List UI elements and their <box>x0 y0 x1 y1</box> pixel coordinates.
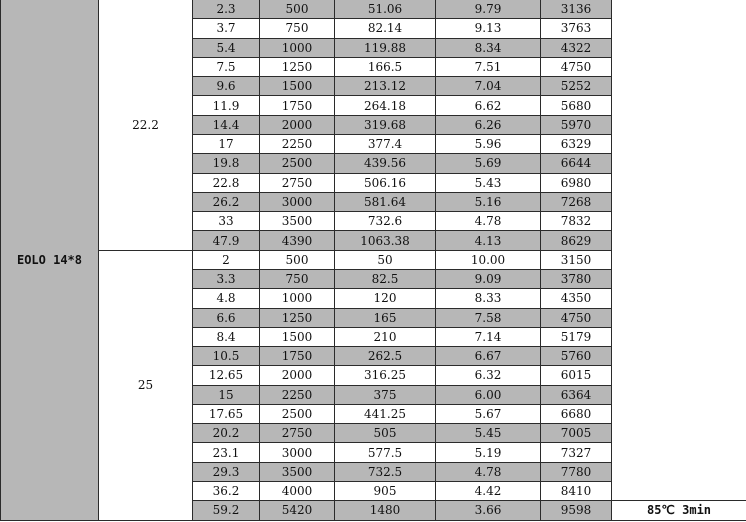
table-cell: 375 <box>335 385 436 404</box>
table-cell: 9.79 <box>436 0 541 19</box>
table-cell: 2000 <box>260 115 335 134</box>
table-cell: 732.6 <box>335 212 436 231</box>
table-cell: 8410 <box>541 482 612 501</box>
table-cell: 5.19 <box>436 443 541 462</box>
table-cell: 3500 <box>260 462 335 481</box>
table-cell: 213.12 <box>335 77 436 96</box>
table-cell: 316.25 <box>335 366 436 385</box>
table-cell: 4000 <box>260 482 335 501</box>
table-cell: 5.45 <box>436 424 541 443</box>
table-cell: 15 <box>193 385 260 404</box>
table-cell: 319.68 <box>335 115 436 134</box>
table-cell: 5.4 <box>193 38 260 57</box>
table-cell: 4750 <box>541 308 612 327</box>
table-cell: 3500 <box>260 212 335 231</box>
table-cell: 19.8 <box>193 154 260 173</box>
table-cell: 6.6 <box>193 308 260 327</box>
table-cell: 8.33 <box>436 289 541 308</box>
table-cell: 5.69 <box>436 154 541 173</box>
group-label: 22.2 <box>99 0 193 250</box>
table-cell: 2000 <box>260 366 335 385</box>
table-cell: 36.2 <box>193 482 260 501</box>
table-cell: 581.64 <box>335 192 436 211</box>
table-cell: 5.67 <box>436 404 541 423</box>
table-cell: 6644 <box>541 154 612 173</box>
table-cell: 4750 <box>541 57 612 76</box>
table-cell: 7.5 <box>193 57 260 76</box>
table-cell: 441.25 <box>335 404 436 423</box>
table-cell: 1250 <box>260 308 335 327</box>
table-cell: 1500 <box>260 77 335 96</box>
table-cell: 82.14 <box>335 19 436 38</box>
table-cell: 82.5 <box>335 269 436 288</box>
table-cell: 6.26 <box>436 115 541 134</box>
table-cell: 6.62 <box>436 96 541 115</box>
table-cell: 6364 <box>541 385 612 404</box>
table-cell: 3.66 <box>436 501 541 520</box>
table-cell: 2 <box>193 250 260 269</box>
table-cell: 506.16 <box>335 173 436 192</box>
table-cell: 750 <box>260 19 335 38</box>
table-cell: 2250 <box>260 385 335 404</box>
table-cell: 500 <box>260 250 335 269</box>
table-cell: 33 <box>193 212 260 231</box>
table-cell: 5252 <box>541 77 612 96</box>
table-cell: 439.56 <box>335 154 436 173</box>
table-cell: 4.78 <box>436 462 541 481</box>
table-cell: 6.32 <box>436 366 541 385</box>
table-cell: 7.14 <box>436 327 541 346</box>
table-cell: 1480 <box>335 501 436 520</box>
table-cell: 14.4 <box>193 115 260 134</box>
table-cell: 7327 <box>541 443 612 462</box>
table-cell: 5760 <box>541 347 612 366</box>
table-cell: 7268 <box>541 192 612 211</box>
table-cell: 750 <box>260 269 335 288</box>
table-cell: 1000 <box>260 289 335 308</box>
table-cell: 2750 <box>260 424 335 443</box>
table-cell: 6329 <box>541 134 612 153</box>
table-cell: 51.06 <box>335 0 436 19</box>
table-cell: 4.13 <box>436 231 541 250</box>
table-cell: 3000 <box>260 192 335 211</box>
table-cell: 9.09 <box>436 269 541 288</box>
table-cell: 905 <box>335 482 436 501</box>
table-cell: 577.5 <box>335 443 436 462</box>
table-cell: 4.8 <box>193 289 260 308</box>
table-cell: 17.65 <box>193 404 260 423</box>
table-cell: 6980 <box>541 173 612 192</box>
table-cell: 4350 <box>541 289 612 308</box>
table-cell: 2500 <box>260 404 335 423</box>
table-cell: 4.78 <box>436 212 541 231</box>
table-cell: 264.18 <box>335 96 436 115</box>
group-label: 25 <box>99 250 193 520</box>
table-cell: 500 <box>260 0 335 19</box>
table-cell: 2.3 <box>193 0 260 19</box>
table-cell: 3150 <box>541 250 612 269</box>
table-cell: 6.00 <box>436 385 541 404</box>
table-cell: 7.51 <box>436 57 541 76</box>
table-cell: 1000 <box>260 38 335 57</box>
table-cell: 6015 <box>541 366 612 385</box>
table-cell: 29.3 <box>193 462 260 481</box>
table-cell: 5420 <box>260 501 335 520</box>
table-cell: 59.2 <box>193 501 260 520</box>
table-cell: 5.43 <box>436 173 541 192</box>
table-cell: 377.4 <box>335 134 436 153</box>
table-cell: 4390 <box>260 231 335 250</box>
table-cell: 20.2 <box>193 424 260 443</box>
table-cell: 119.88 <box>335 38 436 57</box>
table-cell: 3.3 <box>193 269 260 288</box>
table-cell: 3000 <box>260 443 335 462</box>
table-cell: 3763 <box>541 19 612 38</box>
table-cell: 5179 <box>541 327 612 346</box>
table-cell: 3780 <box>541 269 612 288</box>
table-cell: 3.7 <box>193 19 260 38</box>
table-cell: 17 <box>193 134 260 153</box>
notes-column <box>612 0 746 501</box>
table-cell: 2500 <box>260 154 335 173</box>
table-cell: 505 <box>335 424 436 443</box>
table-cell: 9.13 <box>436 19 541 38</box>
table-cell: 166.5 <box>335 57 436 76</box>
table-cell: 1063.38 <box>335 231 436 250</box>
table-cell: 50 <box>335 250 436 269</box>
table-cell: 9598 <box>541 501 612 520</box>
table-cell: 10.5 <box>193 347 260 366</box>
table-cell: 7780 <box>541 462 612 481</box>
table-cell: 7005 <box>541 424 612 443</box>
test-condition-label: 85℃ 3min <box>612 501 746 520</box>
table-cell: 2250 <box>260 134 335 153</box>
table-cell: 262.5 <box>335 347 436 366</box>
table-cell: 10.00 <box>436 250 541 269</box>
table-cell: 8.34 <box>436 38 541 57</box>
table-cell: 8629 <box>541 231 612 250</box>
table-cell: 1250 <box>260 57 335 76</box>
table-cell: 8.4 <box>193 327 260 346</box>
table-cell: 120 <box>335 289 436 308</box>
table-cell: 9.6 <box>193 77 260 96</box>
table-cell: 47.9 <box>193 231 260 250</box>
table-cell: 26.2 <box>193 192 260 211</box>
table-cell: 4.42 <box>436 482 541 501</box>
table-cell: 165 <box>335 308 436 327</box>
table-body <box>1 0 746 520</box>
table-cell: 7832 <box>541 212 612 231</box>
table-cell: 732.5 <box>335 462 436 481</box>
table-cell: 5.16 <box>436 192 541 211</box>
model-name: EOLO 14*8 <box>1 0 99 520</box>
table-cell: 1750 <box>260 347 335 366</box>
table-row <box>1 0 746 19</box>
table-cell: 5680 <box>541 96 612 115</box>
table-cell: 3136 <box>541 0 612 19</box>
table-cell: 210 <box>335 327 436 346</box>
table-cell: 5970 <box>541 115 612 134</box>
table-cell: 5.96 <box>436 134 541 153</box>
table-cell: 1750 <box>260 96 335 115</box>
table-cell: 7.58 <box>436 308 541 327</box>
table-cell: 6.67 <box>436 347 541 366</box>
table-cell: 4322 <box>541 38 612 57</box>
table-cell: 6680 <box>541 404 612 423</box>
table-cell: 23.1 <box>193 443 260 462</box>
table-cell: 22.8 <box>193 173 260 192</box>
table-cell: 7.04 <box>436 77 541 96</box>
table-cell: 1500 <box>260 327 335 346</box>
table-cell: 11.9 <box>193 96 260 115</box>
table-cell: 12.65 <box>193 366 260 385</box>
table-cell: 2750 <box>260 173 335 192</box>
